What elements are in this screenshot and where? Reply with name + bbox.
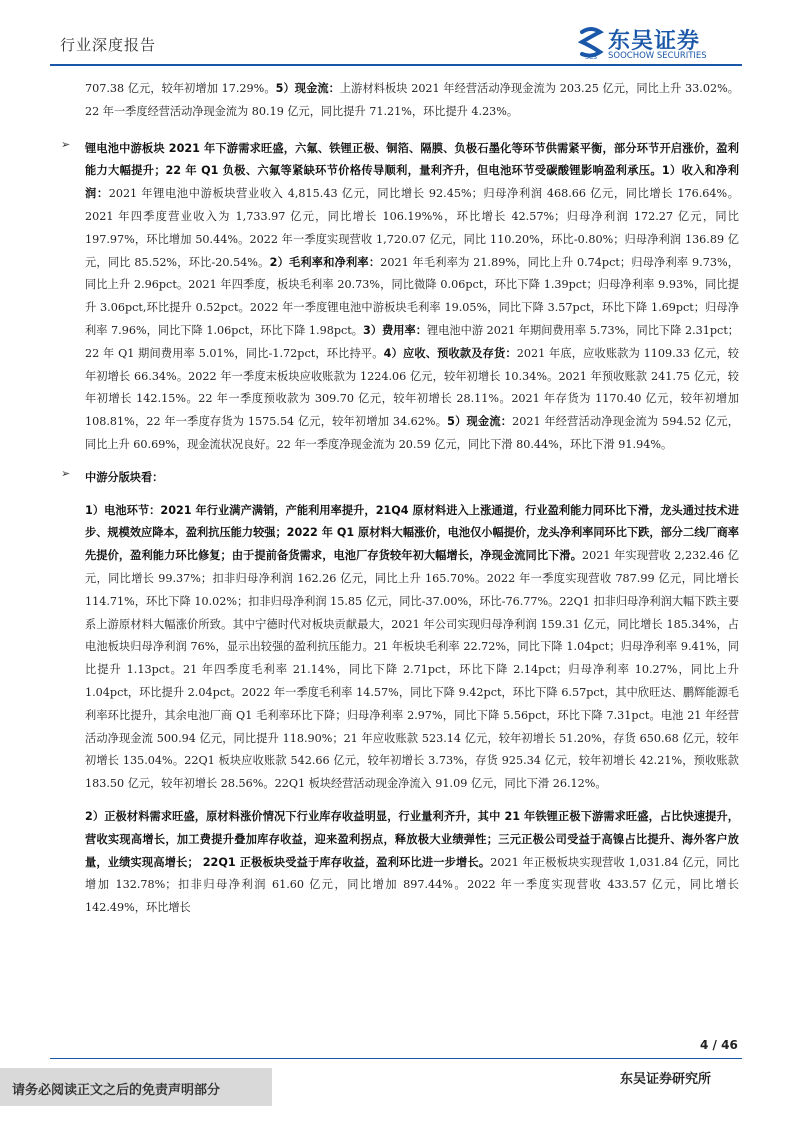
paragraph-cathode-segment: 2）正极材料需求旺盛，原材料涨价情况下行业库存收益明显，行业量利齐升，其中 21 年铁锂正极下游需求旺盛，占比快速提升，营收实现高增长，加工费提升叠加库存收益，迎来盈利拐点，释放极大业绩弹性；三元正极公司受益于高镍占比提升、海外客户放量，业绩实现高增长； 22Q1 正极板块受益于库存收益，盈利环比进一步增长。2021 年正极板块实现营收 1,031.84 亿元，同比增加 132.78%；扣非归母净利润 61.60 亿元，同比增加 897.44%。2022 年一季度实现营收 433.57 亿元，同比增长 142.49%，环比增长 <box>85 809 740 915</box>
report-type-title: 行业深度报告 <box>60 36 157 54</box>
report-body <box>61 78 740 920</box>
logo-mark-text: SCS <box>585 54 597 60</box>
arrow-bullet-icon: ➢ <box>61 466 71 480</box>
paragraph-upstream-cashflow: 707.38 亿元，较年初增加 17.29%。5）现金流：上游材料板块 2021 年经营活动净现金流为 203.25 亿元，同比上升 33.02%。22 年一季度经营活动净现金流为 80.19 亿元，同比提升 71.21%，环比提升 4.23%。 <box>85 82 739 118</box>
logo-mark-icon <box>578 26 604 60</box>
page-number: 4 / 46 <box>700 1038 738 1052</box>
section-midstream-overview <box>61 137 739 457</box>
paragraph-battery-segment: 1）电池环节：2021 年行业满产满销，产能利用率提升，21Q4 原材料进入上涨通道，行业盈利能力同环比下滑，龙头通过技术进步、规模效应降本，盈利抗压能力较强；2022 年 Q1 原材料大幅涨价，电池仅小幅提价，龙头净利率同环比下跌，部分二线厂商率先提价，盈利能力环比修复；由于提前备货需求，电池厂存货较年初大幅增长，净现金流同比下滑。2021 年实现营收 2,232.46 亿元，同比增长 99.37%；扣非归母净利润 162.26 亿元，同比上升 165.70%。2022 年一季度实现营收 787.99 亿元，同比增长 114.71%，环比下降 10.02%；扣非归母净利润 15.85 亿元，同比-37.00%，环比-76.77%。22Q1 扣非归母净利润大幅下跌主要系上游原材料大幅涨价所致。其中宁德时代对板块贡献最大，2021 年公司实现归母净利润 159.31 亿元，同比增长 185.34%，占电池板块归母净利润 76%，显示出较强的盈利抗压能力。21 年板块毛利率 22.72%，同比下降 1.04pct；归母净利率 9.41%，同比提升 1.13pct。21 年四季度毛利率 21.14%，同比下降 2.71pct，环比下降 2.14pct；归母净利率 10.27%，同比上升 1.04pct，环比提升 2.04pct。2022 年一季度毛利率 14.57%，同比下降 9.42pct，环比下降 6.57pct，其中欣旺达、鹏辉能源毛利率环比提升，其余电池厂商 Q1 毛利率环比下降；归母净利率 2.97%，同比下降 5.56pct，环比下降 7.31pct。电池 21 年经营活动净现金流 500.94 亿元，同比提升 118.90%；21 年应收账款 523.14 亿元，较年初增长 51.20%，存货 650.68 亿元，较年初增长 135.04%。22Q1 板块应收账款 542.66 亿元，较年初增长 3.73%，存货 925.34 亿元，较年初增长 42.21%，预收账款 183.50 亿元，较年初增长 28.56%。22Q1 板块经营活动现金净流入 91.09 亿元，同比下滑 26.12%。 <box>85 503 739 791</box>
disclaimer-banner <box>0 1068 272 1106</box>
segments-heading: 中游分版块看： <box>85 470 164 484</box>
institute-name: 东吴证券研究所 <box>620 1072 712 1087</box>
footer-divider <box>50 1058 742 1059</box>
logo-english-name: SOOCHOW SECURITIES <box>608 51 707 61</box>
section-midstream-segments <box>61 466 739 490</box>
header-divider <box>50 64 742 66</box>
disclaimer-text: 请务必阅读正文之后的免责声明部分 <box>12 1083 221 1098</box>
brand-logo <box>578 24 738 64</box>
logo-chinese-name: 东吴证券 <box>608 29 701 54</box>
arrow-bullet-icon: ➢ <box>61 137 71 151</box>
paragraph-midstream-overview: 锂电池中游板块 2021 年下游需求旺盛，六氟、铁锂正极、铜箔、隔膜、负极石墨化等环节供需紧平衡，部分环节开启涨价，盈利能力大幅提升；22 年 Q1 负极、六氟等紧缺环节价格传导顺利，量利齐升，但电池环节受碳酸锂影响盈利承压。1）收入和净利润：2021 年锂电池中游板块营业收入 4,815.43 亿元，同比增长 92.45%；归母净利润 468.66 亿元，同比增长 176.64%。2021 年四季度营业收入为 1,733.97 亿元，同比增长 106.19%%，环比增长 42.57%；归母净利润 172.27 亿元，同比 197.97%，环比增加 50.44%。2022 年一季度实现营收 1,720.07 亿元，同比 110.20%，环比-0.80%；归母净利润 136.89 亿元，同比 85.52%，环比-20.54%。2）毛利率和净利率：2021 年毛利率为 21.89%，同比上升 0.74pct；归母净利率 9.73%，同比上升 2.96pct。2021 年四季度，板块毛利率 20.73%，同比微降 0.06pct，环比下降 1.39pct；归母净利率 9.93%，同比提升 3.06pct,环比提升 0.52pct。2022 年一季度锂电池中游板块毛利率 19.05%，同比下降 3.57pct，环比下降 1.69pct；归母净利率 7.96%，同比下降 1.06pct，环比下降 1.98pct。3）费用率：锂电池中游 2021 年期间费用率 5.73%，同比下降 2.31pct；22 年 Q1 期间费用率 5.01%，同比-1.72pct，环比持平。4）应收、预收款及存货：2021 年底，应收账款为 1109.33 亿元，较年初增长 66.34%。2022 年一季度末板块应收账款为 1224.06 亿元，较年初增长 10.34%。2021 年预收账款 241.75 亿元，较年初增长 142.15%。22 年一季度预收款为 309.70 亿元，较年初增长 28.11%。2021 年存货为 1170.40 亿元，较年初增加 108.81%，22 年一季度存货为 1575.54 亿元，较年初增加 34.62%。5）现金流：2021 年经营活动净现金流为 594.52 亿元，同比上升 60.69%，现金流状况良好。22 年一季度净现金流为 20.59 亿元，同比下滑 80.44%，环比下滑 91.94%。 <box>85 141 739 451</box>
